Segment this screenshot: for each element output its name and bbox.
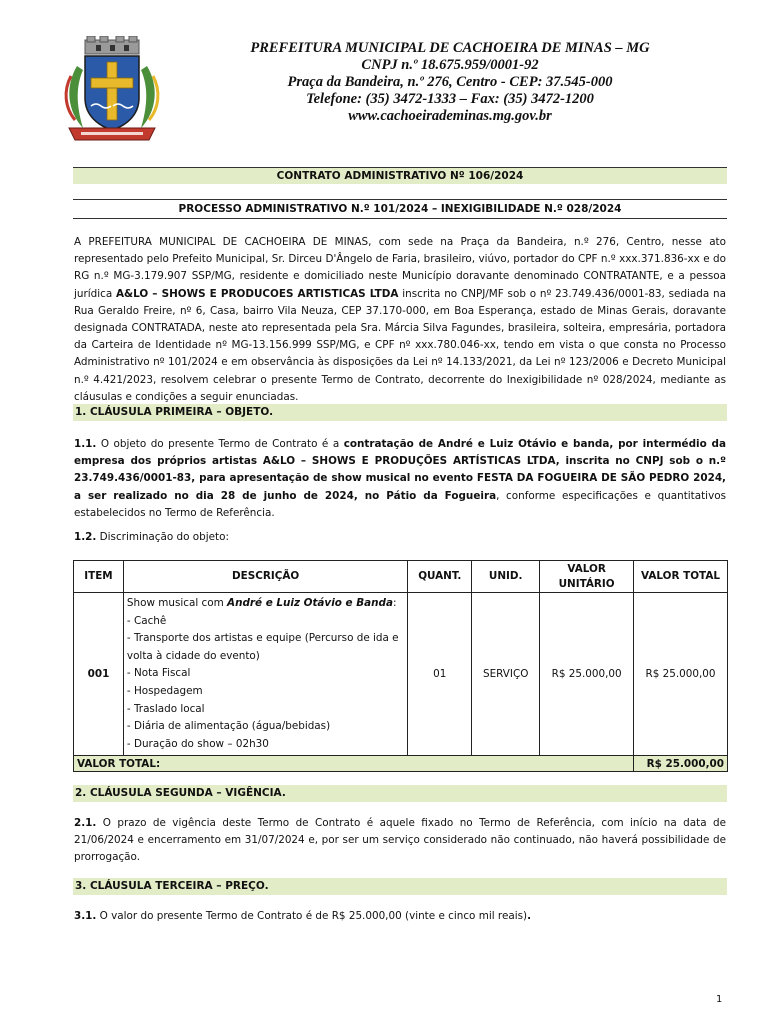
items-table [73,560,728,772]
header-website: www.cachoeirademinas.mg.gov.br [348,108,552,124]
col-total-value: VALOR TOTAL [634,561,728,593]
clause-2-title: 2. CLÁUSULA SEGUNDA – VIGÊNCIA. [73,785,727,802]
description-line: - Traslado local [126,702,205,715]
preamble-paragraph: A PREFEITURA MUNICIPAL DE CACHOEIRA DE MINAS, com sede na Praça da Bandeira, n.º 276, Centro, nesse ato representado pelo Prefeito Municipal, Sr. Dirceu D'Ângelo de Faria, brasileiro, viúvo, portador do CPF n.º xxx.371.836-xx e do RG n.º MG-3.179.907 SSP/MG, residente e domiciliado neste Município doravante denominado CONTRATANTE, e a pessoa jurídica A&LO – SHOWS E PRODUCOES ARTISTICAS LTDA inscrita no CNPJ/MF sob o nº 23.749.436/0001-83, sediada na Rua Geraldo Freire, nº 6, Casa, bairro Vila Neuza, CEP 37.170-000, em Boa Esperança, estado de Minas Gerais, doravante designada CONTRATADA, neste ato representada pela Sra. Márcia Silva Fagundes, brasileira, solteira, empresária, portadora da Carteira de Identidade nº MG-13.156.999 SSP/MG, e CPF nº xxx.780.046-xx, tendo em vista o que consta no Processo Administrativo nº 101/2024 e em observância às disposições da Lei nº 14.133/2021, da Lei nº 123/2006 e Decreto Municipal n.º 4.421/2023, resolvem celebrar o presente Termo de Contrato, decorrente do Inexigibilidade nº 028/2024, mediante as cláusulas e condições a seguir enunciadas. [74,236,727,403]
clause-1-title: 1. CLÁUSULA PRIMEIRA – OBJETO. [73,404,727,421]
description-line: - Duração do show – 02h30 [126,737,269,750]
contractor-company-name: A&LO – SHOWS E PRODUCOES ARTISTICAS LTDA [116,287,399,300]
cell-unit: SERVIÇO [472,593,540,756]
process-title: PROCESSO ADMINISTRATIVO N.º 101/2024 – INEXIGIBILIDADE N.º 028/2024 [73,201,727,219]
contract-title: CONTRATO ADMINISTRATIVO Nº 106/2024 [73,167,727,184]
page-number: 1 [716,994,723,1005]
municipal-coat-of-arms-icon [63,36,161,146]
col-item: ITEM [74,561,124,593]
clause-2-1-paragraph: 2.1. O prazo de vigência deste Termo de Contrato é aquele fixado no Termo de Referência, com início na data de 21/06/2024 e encerramento em 31/07/2024 e, por ser um serviço considerado não continuado, não haverá possibilidade de prorrogação. [74,817,726,864]
cell-description: Show musical com André e Luiz Otávio e Banda: - Cachê - Transporte dos artistas e equipe (Percurso de ida e volta à cidade do evento) - Nota Fiscal - Hospedagem - Traslado local - Diária de alimentação (água/bebidas) - Duração do show – 02h30 [123,593,407,756]
description-line: - Diária de alimentação (água/bebidas) [126,720,331,733]
total-label: VALOR TOTAL: [74,756,634,772]
description-line: - Cachê [126,614,167,627]
header-address: Praça da Bandeira, n.º 276, Centro - CEP: 37.545-000 [287,74,613,90]
clause-3-title: 3. CLÁUSULA TERCEIRA – PREÇO. [73,878,727,895]
col-quantity: QUANT. [408,561,472,593]
description-line: - Hospedagem [126,684,203,697]
description-line: - Nota Fiscal [126,667,191,680]
header-municipality: PREFEITURA MUNICIPAL DE CACHOEIRA DE MINAS – MG [250,40,650,56]
table-total-row [74,756,728,772]
cell-total-value: R$ 25.000,00 [634,593,728,756]
clause-3-1-paragraph: 3.1. O valor do presente Termo de Contrato é de R$ 25.000,00 (vinte e cinco mil reais). [74,910,532,922]
cell-item: 001 [74,593,124,756]
col-unit: UNID. [472,561,540,593]
col-description: DESCRIÇÃO [123,561,407,593]
col-unit-value: VALOR UNITÁRIO [540,561,634,593]
cell-unit-value: R$ 25.000,00 [540,593,634,756]
header-phone: Telefone: (35) 3472-1333 – Fax: (35) 3472-1200 [306,91,594,107]
description-line: - Transporte dos artistas e equipe (Percurso de ida e volta à cidade do evento) [126,632,399,662]
clause-1-1-paragraph: 1.1. O objeto do presente Termo de Contrato é a contratação de André e Luiz Otávio e banda, por intermédio da empresa dos próprios artistas A&LO – SHOWS E PRODUÇÕES ARTÍSTICAS LTDA, inscrita no CNPJ sob o n.º 23.749.436/0001-83, para apresentação de show musical no evento FESTA DA FOGUEIRA DE SÃO PEDRO 2024, a ser realizado no dia 28 de junho de 2024, no Pátio da Fogueira, conforme especificações e quantitativos estabelecidos no Termo de Referência. [74,438,726,519]
divider [73,199,727,200]
table-header-row [74,561,728,593]
table-row [74,593,728,756]
clause-1-2-paragraph: 1.2. Discriminação do objeto: [74,531,229,543]
total-value: R$ 25.000,00 [634,756,728,772]
cell-quantity: 01 [408,593,472,756]
header-cnpj: CNPJ n.º 18.675.959/0001-92 [361,57,539,73]
